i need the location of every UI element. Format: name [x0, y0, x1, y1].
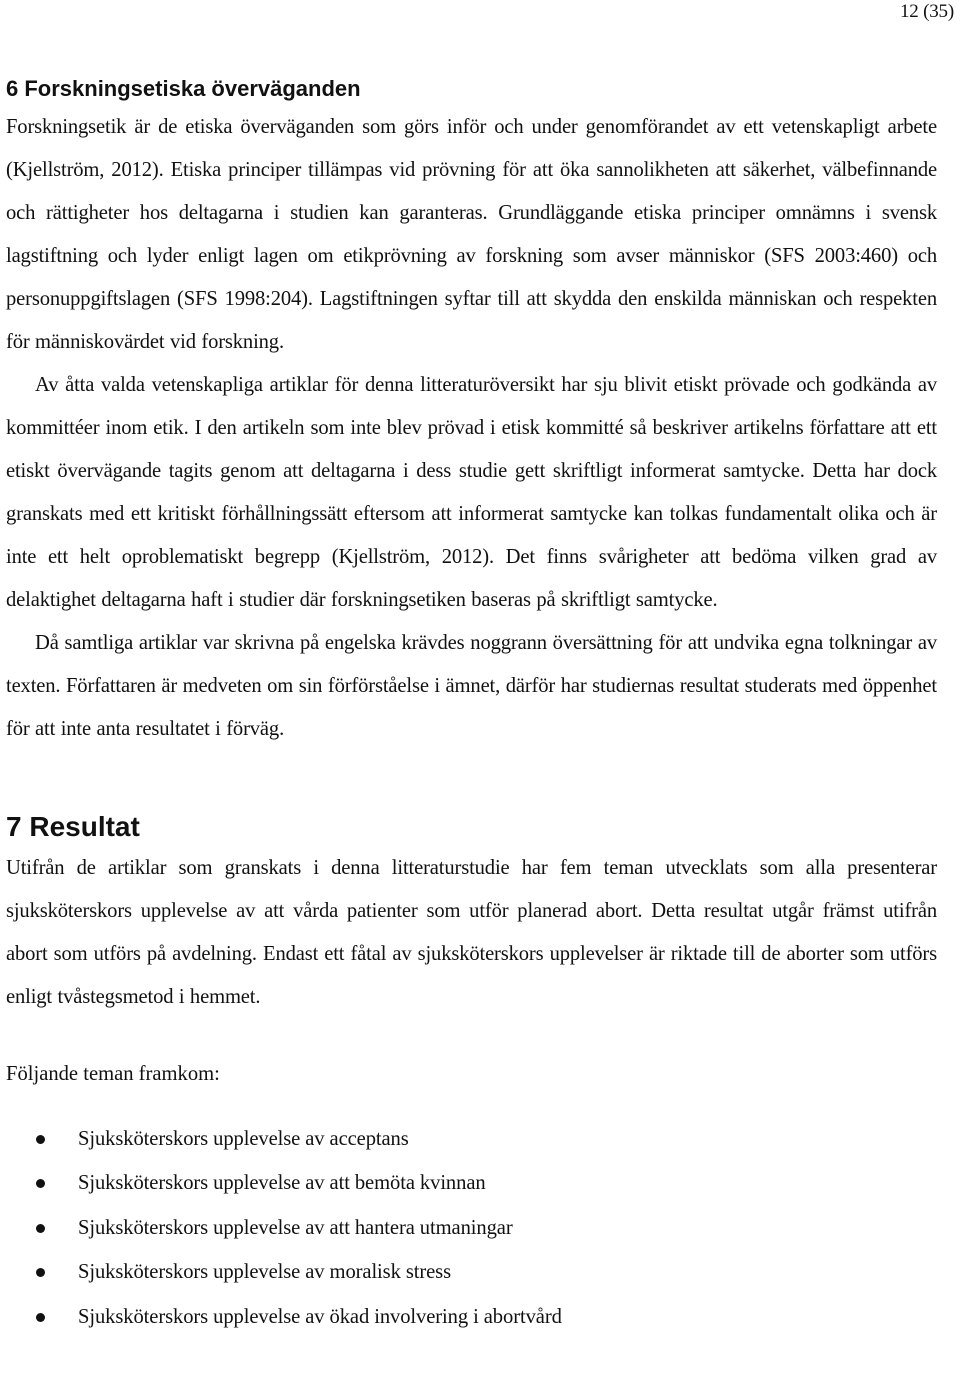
section-heading-resultat: 7 Resultat — [6, 811, 140, 842]
bullet-icon — [36, 1179, 45, 1188]
paragraph-forskningsetik-2: Av åtta valda vetenskapliga artiklar för denna litteraturöversikt har sju blivit etiskt prövade och godkända av kommittéer inom etik. I den artikeln som inte blev prövad i etisk kommitté så beskriver artikelns författare att ett etiskt övervägande tagits genom att deltagarna i dess studie gett skriftligt informerat samtycke. Detta har dock granskats med ett kritiskt förhållningssätt eftersom att informerat samtycke kan tolkas fundamentalt olika och är inte ett helt oproblematiskt begrepp (Kjellström, 2012). Det finns svårigheter att bedöma vilken grad av delaktighet deltagarna haft i studier där forskningsetiken baseras på skriftligt samtycke. — [6, 374, 937, 611]
list-item-text: Sjuksköterskors upplevelse av att hantera utmaningar — [78, 1216, 513, 1239]
list-item-text: Sjuksköterskors upplevelse av acceptans — [78, 1127, 409, 1150]
list-item — [6, 1295, 937, 1340]
list-item — [6, 1250, 937, 1295]
bullet-icon — [36, 1313, 45, 1322]
bullet-icon — [36, 1224, 45, 1233]
bullet-icon — [36, 1268, 45, 1277]
section-heading-forskningsetik: 6 Forskningsetiska överväganden — [6, 76, 361, 101]
list-item-text: Sjuksköterskors upplevelse av moralisk stress — [78, 1261, 452, 1284]
themes-list — [6, 1117, 937, 1340]
page-number: 12 (35) — [899, 1, 954, 22]
list-item-text: Sjuksköterskors upplevelse av ökad involvering i abortvård — [78, 1305, 562, 1328]
list-item-text: Sjuksköterskors upplevelse av att bemöta kvinnan — [78, 1172, 486, 1195]
paragraph-forskningsetik-3: Då samtliga artiklar var skrivna på engelska krävdes noggrann översättning för att undvika egna tolkningar av texten. Författaren är medveten om sin förförståelse i ämnet, därför har studiernas resultat studerats med öppenhet för att inte anta resultatet i förväg. — [6, 632, 937, 740]
paragraph-resultat: Utifrån de artiklar som granskats i denna litteraturstudie har fem teman utvecklats som alla presenterar sjuksköterskors upplevelse av att vårda patienter som utför planerad abort. Detta resultat utgår främst utifrån abort som utförs på avdelning. Endast ett fåtal av sjuksköterskors upplevelser är riktade till de aborter som utförs enligt tvåstegsmetod i hemmet. — [6, 857, 937, 1008]
list-item — [6, 1206, 937, 1251]
paragraph-forskningsetik-1: Forskningsetik är de etiska överväganden som görs inför och under genomförandet av ett vetenskapligt arbete (Kjellström, 2012). Etiska principer tillämpas vid prövning för att öka sannolikheten att säkerhet, välbefinnande och rättigheter hos deltagarna i studien kan garanteras. Grundläggande etiska principer omnämns i svensk lagstiftning och lyder enligt lagen om etikprövning av forskning som avser människor (SFS 2003:460) och personuppgiftslagen (SFS 1998:204). Lagstiftningen syftar till att skydda den enskilda människan och respekten för människovärdet vid forskning. — [6, 116, 937, 353]
document-body — [6, 72, 937, 1339]
list-item — [6, 1161, 937, 1206]
bullet-icon — [36, 1135, 45, 1144]
themes-intro: Följande teman framkom: — [6, 1063, 220, 1085]
list-item — [6, 1117, 937, 1162]
